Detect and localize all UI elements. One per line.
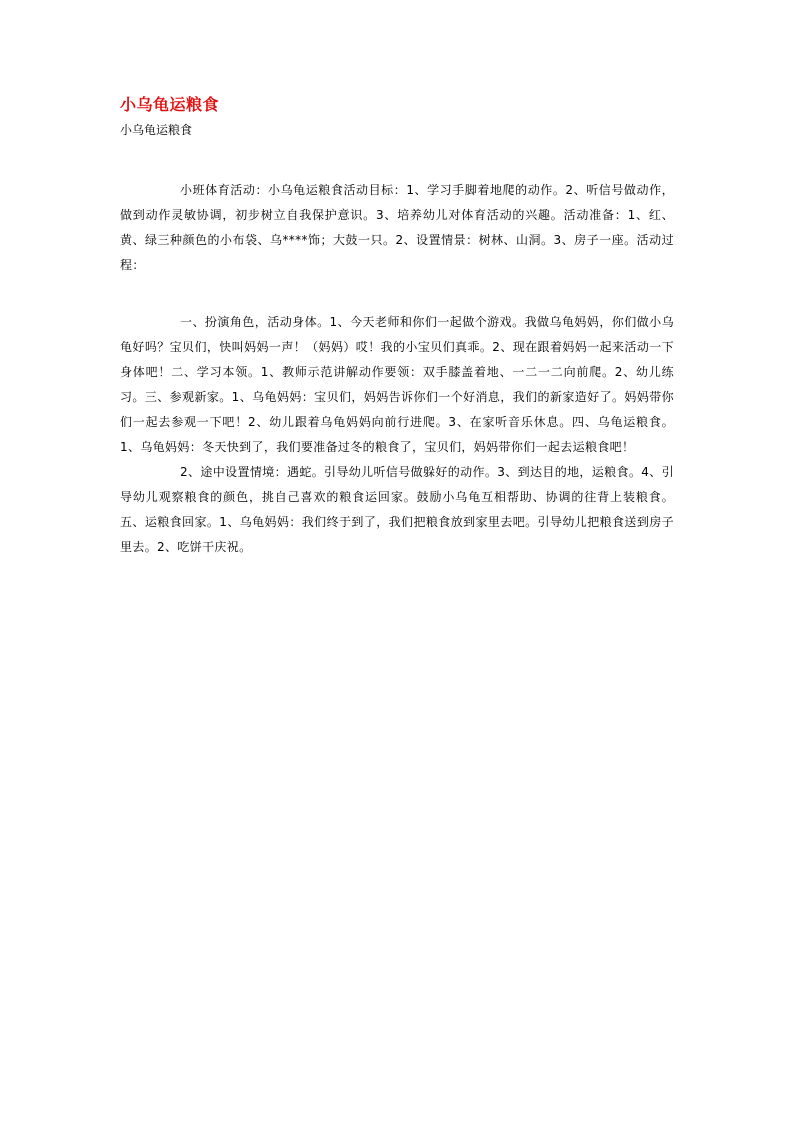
document-title: 小乌龟运粮食	[120, 95, 220, 114]
paragraph-intro: 小班体育活动：小乌龟运粮食活动目标：1、学习手脚着地爬的动作。2、听信号做动作，做到动作灵敏协调，初步树立自我保护意识。3、培养幼儿对体育活动的兴趣。活动准备：1、红、黄、绿三种颜色的小布袋、乌****饰；大鼓一只。2、设置情景：树林、山洞。3、房子一座。活动过程：	[120, 183, 674, 272]
document-body	[120, 94, 674, 560]
document-subtitle: 小乌龟运粮食	[120, 123, 193, 137]
paragraph-transport: 2、途中设置情境：遇蛇。引导幼儿听信号做躲好的动作。3、到达目的地，运粮食。4、引导幼儿观察粮食的颜色，挑自己喜欢的粮食运回家。鼓励小乌龟互相帮助、协调的往背上装粮食。五、运粮食回家。1、乌龟妈妈：我们终于到了，我们把粮食放到家里去吧。引导幼儿把粮食送到房子里去。2、吃饼干庆祝。	[120, 465, 674, 554]
paragraph-process: 一、扮演角色，活动身体。1、今天老师和你们一起做个游戏。我做乌龟妈妈，你们做小乌龟好吗？宝贝们，快叫妈妈一声！（妈妈）哎！我的小宝贝们真乖。2、现在跟着妈妈一起来活动一下身体吧！二、学习本领。1、教师示范讲解动作要领：双手膝盖着地、一二一二向前爬。2、幼儿练习。三、参观新家。1、乌龟妈妈：宝贝们，妈妈告诉你们一个好消息，我们的新家造好了。妈妈带你们一起去参观一下吧！2、幼儿跟着乌龟妈妈向前行进爬。3、在家听音乐休息。四、乌龟运粮食。1、乌龟妈妈：冬天快到了，我们要准备过冬的粮食了，宝贝们，妈妈带你们一起去运粮食吧！	[120, 315, 674, 454]
